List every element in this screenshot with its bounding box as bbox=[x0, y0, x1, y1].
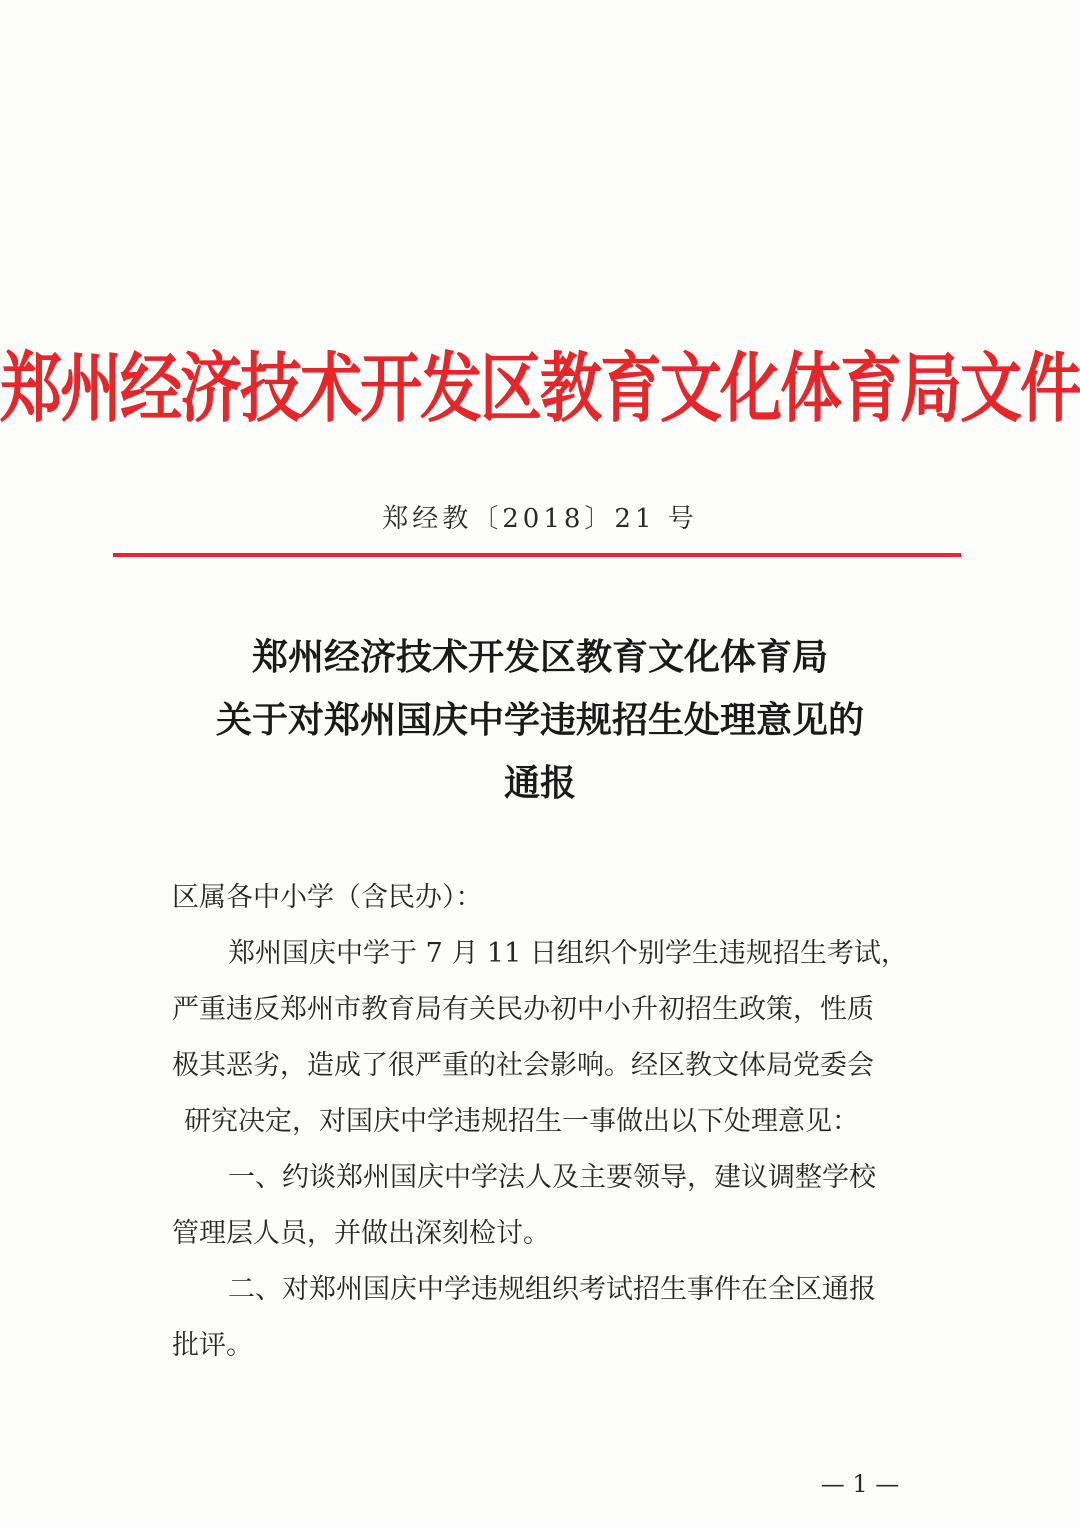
document-body bbox=[172, 870, 932, 1374]
salutation: 区属各中小学（含民办）： bbox=[172, 882, 483, 913]
paragraph-2-line-1: 一、约谈郑州国庆中学法人及主要领导，建议调整学校 bbox=[228, 1162, 876, 1193]
red-divider-line bbox=[113, 553, 961, 557]
paragraph-3-line-2: 批评。 bbox=[172, 1330, 253, 1361]
title-line-1: 郑州经济技术开发区教育文化体育局 bbox=[251, 637, 828, 678]
paragraph-1-line-4: 研究决定，对国庆中学违规招生一事做出以下处理意见： bbox=[184, 1106, 859, 1137]
paragraph-1-line-2: 严重违反郑州市教育局有关民办初中小升初招生政策，性质 bbox=[172, 994, 874, 1025]
title-line-3: 通报 bbox=[503, 763, 576, 804]
page-number: — 1 — bbox=[820, 1470, 900, 1498]
document-title bbox=[0, 626, 1080, 815]
paragraph-1-line-3: 极其恶劣，造成了很严重的社会影响。经区教文体局党委会 bbox=[172, 1050, 874, 1081]
paragraph-2-line-2: 管理层人员，并做出深刻检讨。 bbox=[172, 1218, 550, 1249]
document-masthead: 郑州经济技术开发区教育文化体育局文件 bbox=[0, 343, 1080, 434]
paragraph-3-line-1: 二、对郑州国庆中学违规组织考试招生事件在全区通报 bbox=[228, 1274, 876, 1305]
title-line-2: 关于对郑州国庆中学违规招生处理意见的 bbox=[215, 700, 864, 741]
document-number: 郑经教〔2018〕21 号 bbox=[382, 504, 698, 534]
paragraph-1-line-1: 郑州国庆中学于 7 月 11 日组织个别学生违规招生考试， bbox=[228, 938, 908, 969]
